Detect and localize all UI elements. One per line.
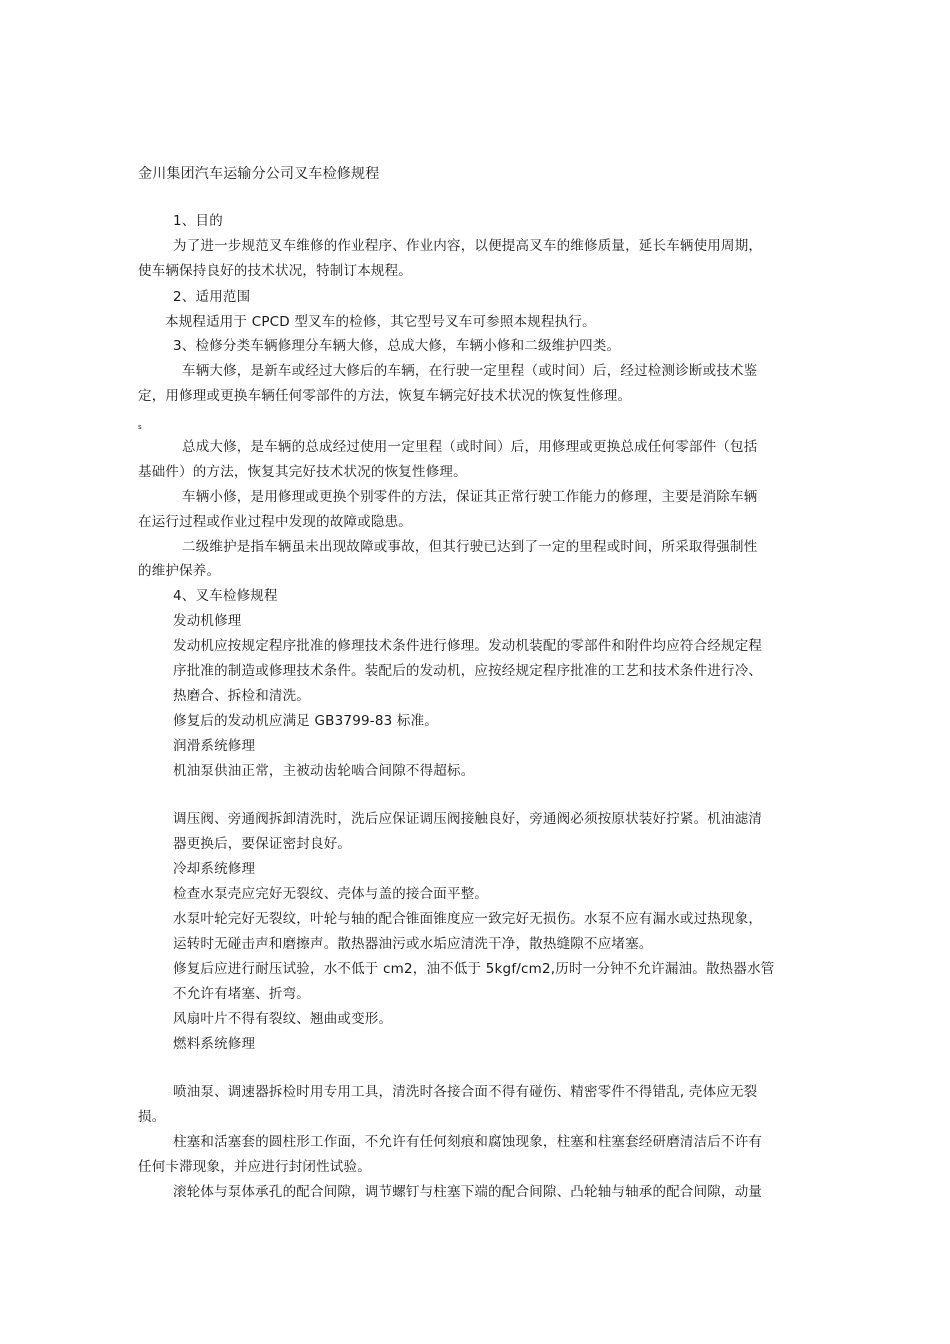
paragraph-line: 修复后的发动机应满足 GB3799-83 标准。 [173,713,439,729]
paragraph-line: 车辆大修，是新车或经过大修后的车辆，在行驶一定里程（或时间）后，经过检测诊断或技术鉴 [182,363,758,379]
paragraph-line: 运转时无碰击声和磨擦声。散热器油污或水垢应清洗干净，散热缝隙不应堵塞。 [173,936,653,952]
paragraph-line: 水泵叶轮完好无裂纹，叶轮与轴的配合锥面锥度应一致完好无损伤。水泵不应有漏水或过热现象， [173,911,763,927]
paragraph-line: 热磨合、拆检和清洗。 [173,688,310,704]
paragraph-line: 的维护保养。 [138,563,221,579]
paragraph-line: 本规程适用于 CPCD 型叉车的检修，其它型号叉车可参照本规程执行。 [165,314,596,330]
paragraph-line: 在运行过程或作业过程中发现的故障或隐患。 [138,514,412,530]
paragraph-line: 车辆小修，是用修理或更换个别零件的方法，保证其正常行驶工作能力的修理，主要是消除车辆 [182,489,758,505]
paragraph-line: 滚轮体与泵体承孔的配合间隙，调节螺钉与柱塞下端的配合间隙、凸轮轴与轴承的配合间隙，动量 [173,1184,763,1200]
paragraph-line: 柱塞和活塞套的圆柱形工作面，不允许有任何刻痕和腐蚀现象，柱塞和柱塞套经研磨清洁后不许有 [173,1134,763,1150]
paragraph-line: 调压阀、旁通阀拆卸清洗时，洗后应保证调压阀接触良好，旁通阀必须按原状装好拧紧。机油滤清 [173,811,763,827]
section-heading-scope: 2、适用范围 [173,289,251,305]
subsection-heading-cooling: 冷却系统修理 [173,861,256,877]
paragraph-line: 使车辆保持良好的技术状况，特制订本规程。 [138,263,412,279]
section-heading-purpose: 1、目的 [173,213,223,229]
paragraph-line: 修复后应进行耐压试验，水不低于 cm2，油不低于 5kgf/cm2,历时一分钟不允许漏油。散热器水管 [173,961,775,977]
subsection-heading-fuel: 燃料系统修理 [173,1036,256,1052]
paragraph-line: 为了进一步规范叉车维修的作业程序、作业内容，以便提高叉车的维修质量，延长车辆使用周期， [173,238,763,254]
paragraph-line: 任何卡滞现象，并应进行封闭性试验。 [138,1159,371,1175]
paragraph-line: 基础件）的方法，恢复其完好技术状况的恢复性修理。 [138,464,467,480]
section-heading-classification: 3、检修分类车辆修理分车辆大修，总成大修，车辆小修和二级维护四类。 [173,338,621,354]
paragraph-line: 不允许有堵塞、折弯。 [173,986,310,1002]
paragraph-line: 发动机应按规定程序批准的修理技术条件进行修理。发动机装配的零部件和附件均应符合经规定程 [173,638,763,654]
subsection-heading-lubrication: 润滑系统修理 [173,738,256,754]
subsection-heading-engine: 发动机修理 [173,613,242,629]
paragraph-line: 损。 [138,1109,166,1125]
section-heading-procedure: 4、叉车检修规程 [173,588,278,604]
stray-mark: s [138,423,142,431]
paragraph-line: 检查水泵壳应完好无裂纹、壳体与盖的接合面平整。 [173,886,489,902]
paragraph-line: 器更换后，要保证密封良好。 [173,836,352,852]
paragraph-line: 总成大修，是车辆的总成经过使用一定里程（或时间）后，用修理或更换总成任何零部件（包括 [182,439,758,455]
paragraph-line: 序批准的制造或修理技术条件。装配后的发动机，应按经规定程序批准的工艺和技术条件进行冷、 [173,663,763,679]
paragraph-line: 二级维护是指车辆虽未出现故障或事故，但其行驶已达到了一定的里程或时间，所采取得强制性 [182,539,758,555]
paragraph-line: 风扇叶片不得有裂纹、翘曲或变形。 [173,1011,393,1027]
paragraph-line: 定，用修理或更换车辆任何零部件的方法，恢复车辆完好技术状况的恢复性修理。 [138,388,632,404]
document-title: 金川集团汽车运输分公司叉车检修规程 [138,166,380,182]
paragraph-line: 机油泵供油正常，主被动齿轮啮合间隙不得超标。 [173,763,475,779]
paragraph-line: 喷油泵、调速器拆检时用专用工具，清洗时各接合面不得有碰伤、精密零件不得错乱, 壳体应无裂 [173,1084,758,1100]
